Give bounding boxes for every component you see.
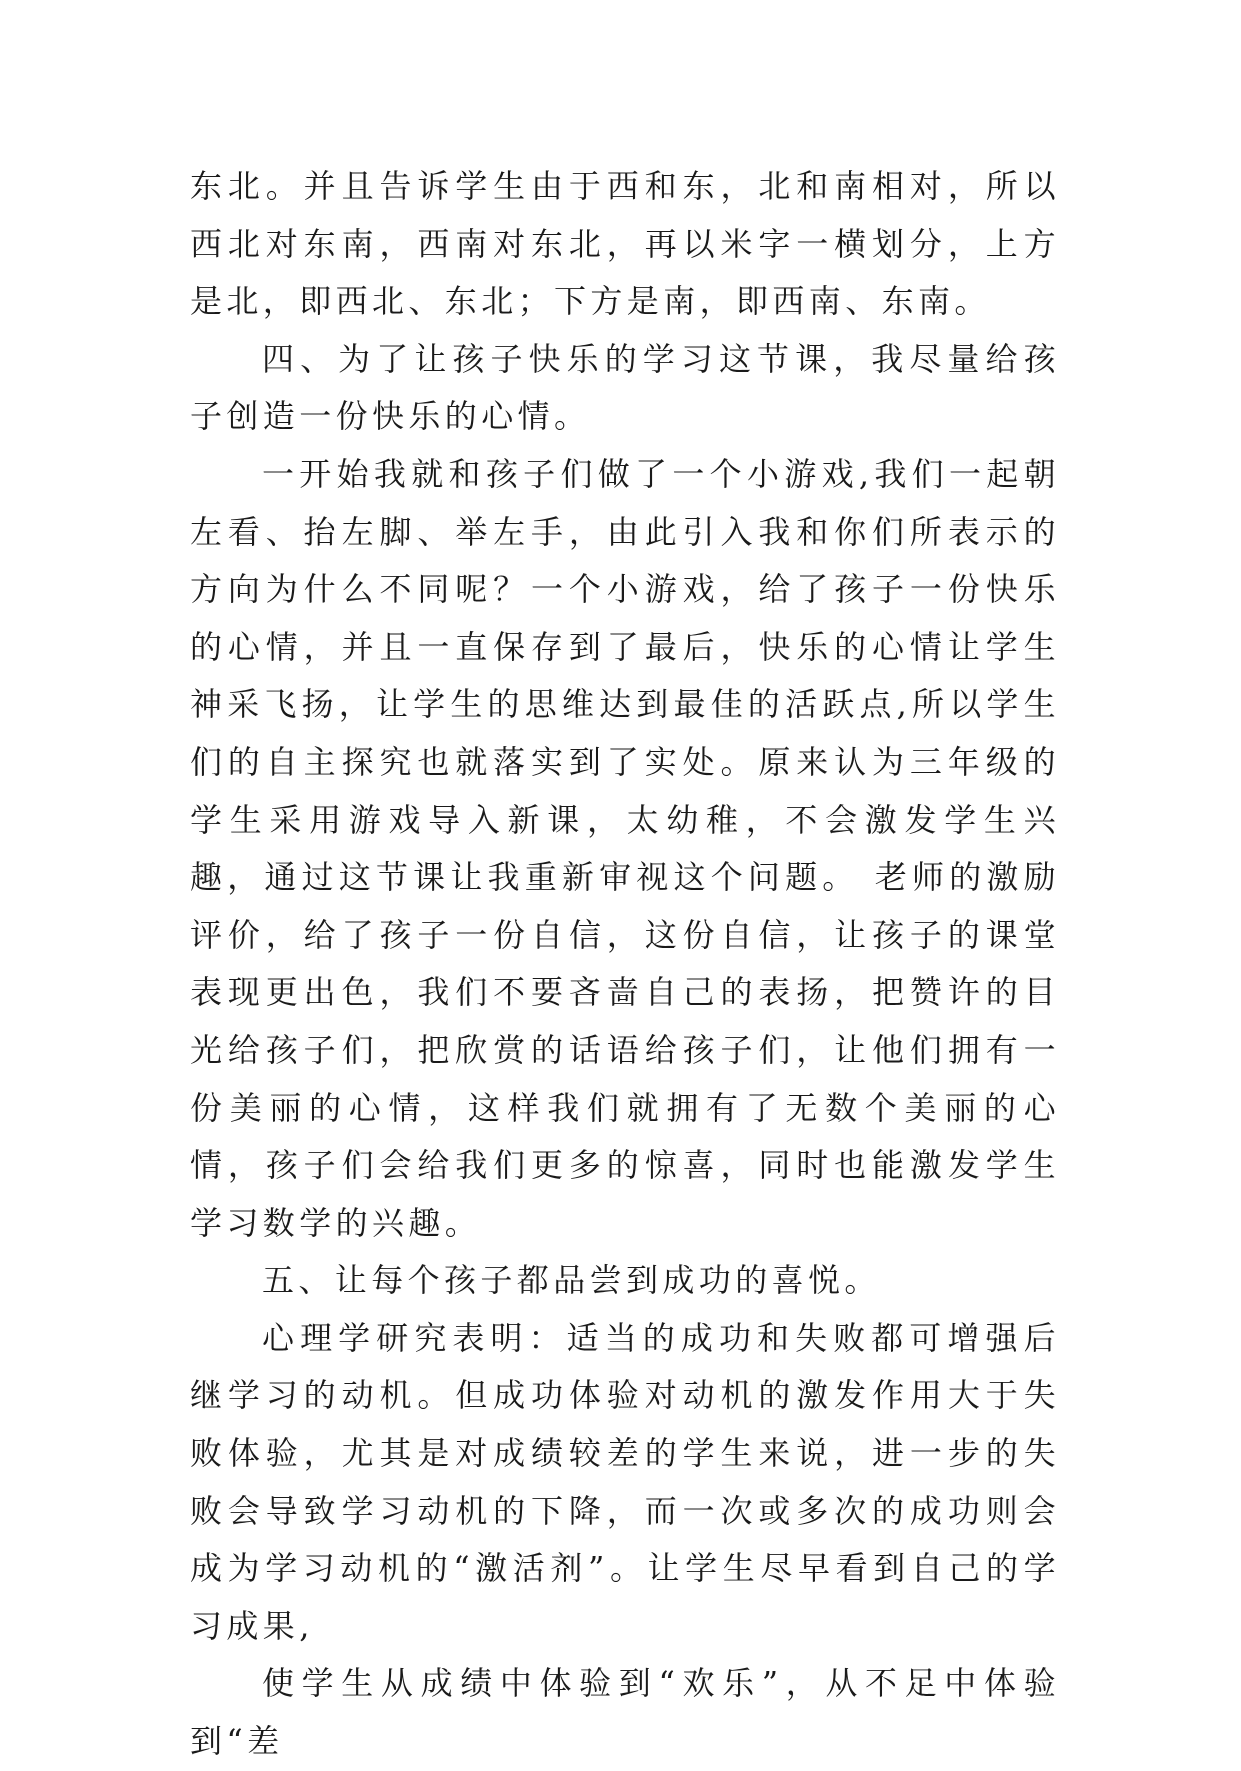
paragraph-1: 东北。并且告诉学生由于西和东，北和南相对，所以西北对东南，西南对东北，再以米字一横划分，上方是北，即西北、东北；下方是南，即西南、东南。 [190,167,1060,321]
paragraph-4: 五、让每个孩子都品尝到成功的喜悦。 [262,1261,881,1300]
paragraph-2: 四、为了让孩子快乐的学习这节课，我尽量给孩子创造一份快乐的心情。 [190,339,1060,436]
body-text [190,158,1060,1771]
paragraph-6: 使学生从成绩中体验到“欢乐”，从不足中体验到“差 [190,1664,1060,1761]
paragraph-3: 一开始我就和孩子们做了一个小游戏,我们一起朝左看、抬左脚、举左手，由此引入我和你们所表示的方向为什么不同呢？一个小游戏，给了孩子一份快乐的心情，并且一直保存到了最后，快乐的心情让学生神采飞扬，让学生的思维达到最佳的活跃点,所以学生们的自主探究也就落实到了实处。原来认为三年级的学生采用游戏导入新课，太幼稚，不会激发学生兴趣，通过这节课让我重新审视这个问题。 老师的激励评价，给了孩子一份自信，这份自信，让孩子的课堂表现更出色，我们不要吝啬自己的表扬，把赞许的目光给孩子们，把欣赏的话语给孩子们，让他们拥有一份美丽的心情，这样我们就拥有了无数个美丽的心情，孩子们会给我们更多的惊喜，同时也能激发学生学习数学的兴趣。 [190,454,1060,1242]
paragraph-5: 心理学研究表明：适当的成功和失败都可增强后继学习的动机。但成功体验对动机的激发作用大于失败体验，尤其是对成绩较差的学生来说，进一步的失败会导致学习动机的下降，而一次或多次的成功则会成为学习动机的“激活剂”。让学生尽早看到自己的学习成果, [190,1318,1060,1645]
